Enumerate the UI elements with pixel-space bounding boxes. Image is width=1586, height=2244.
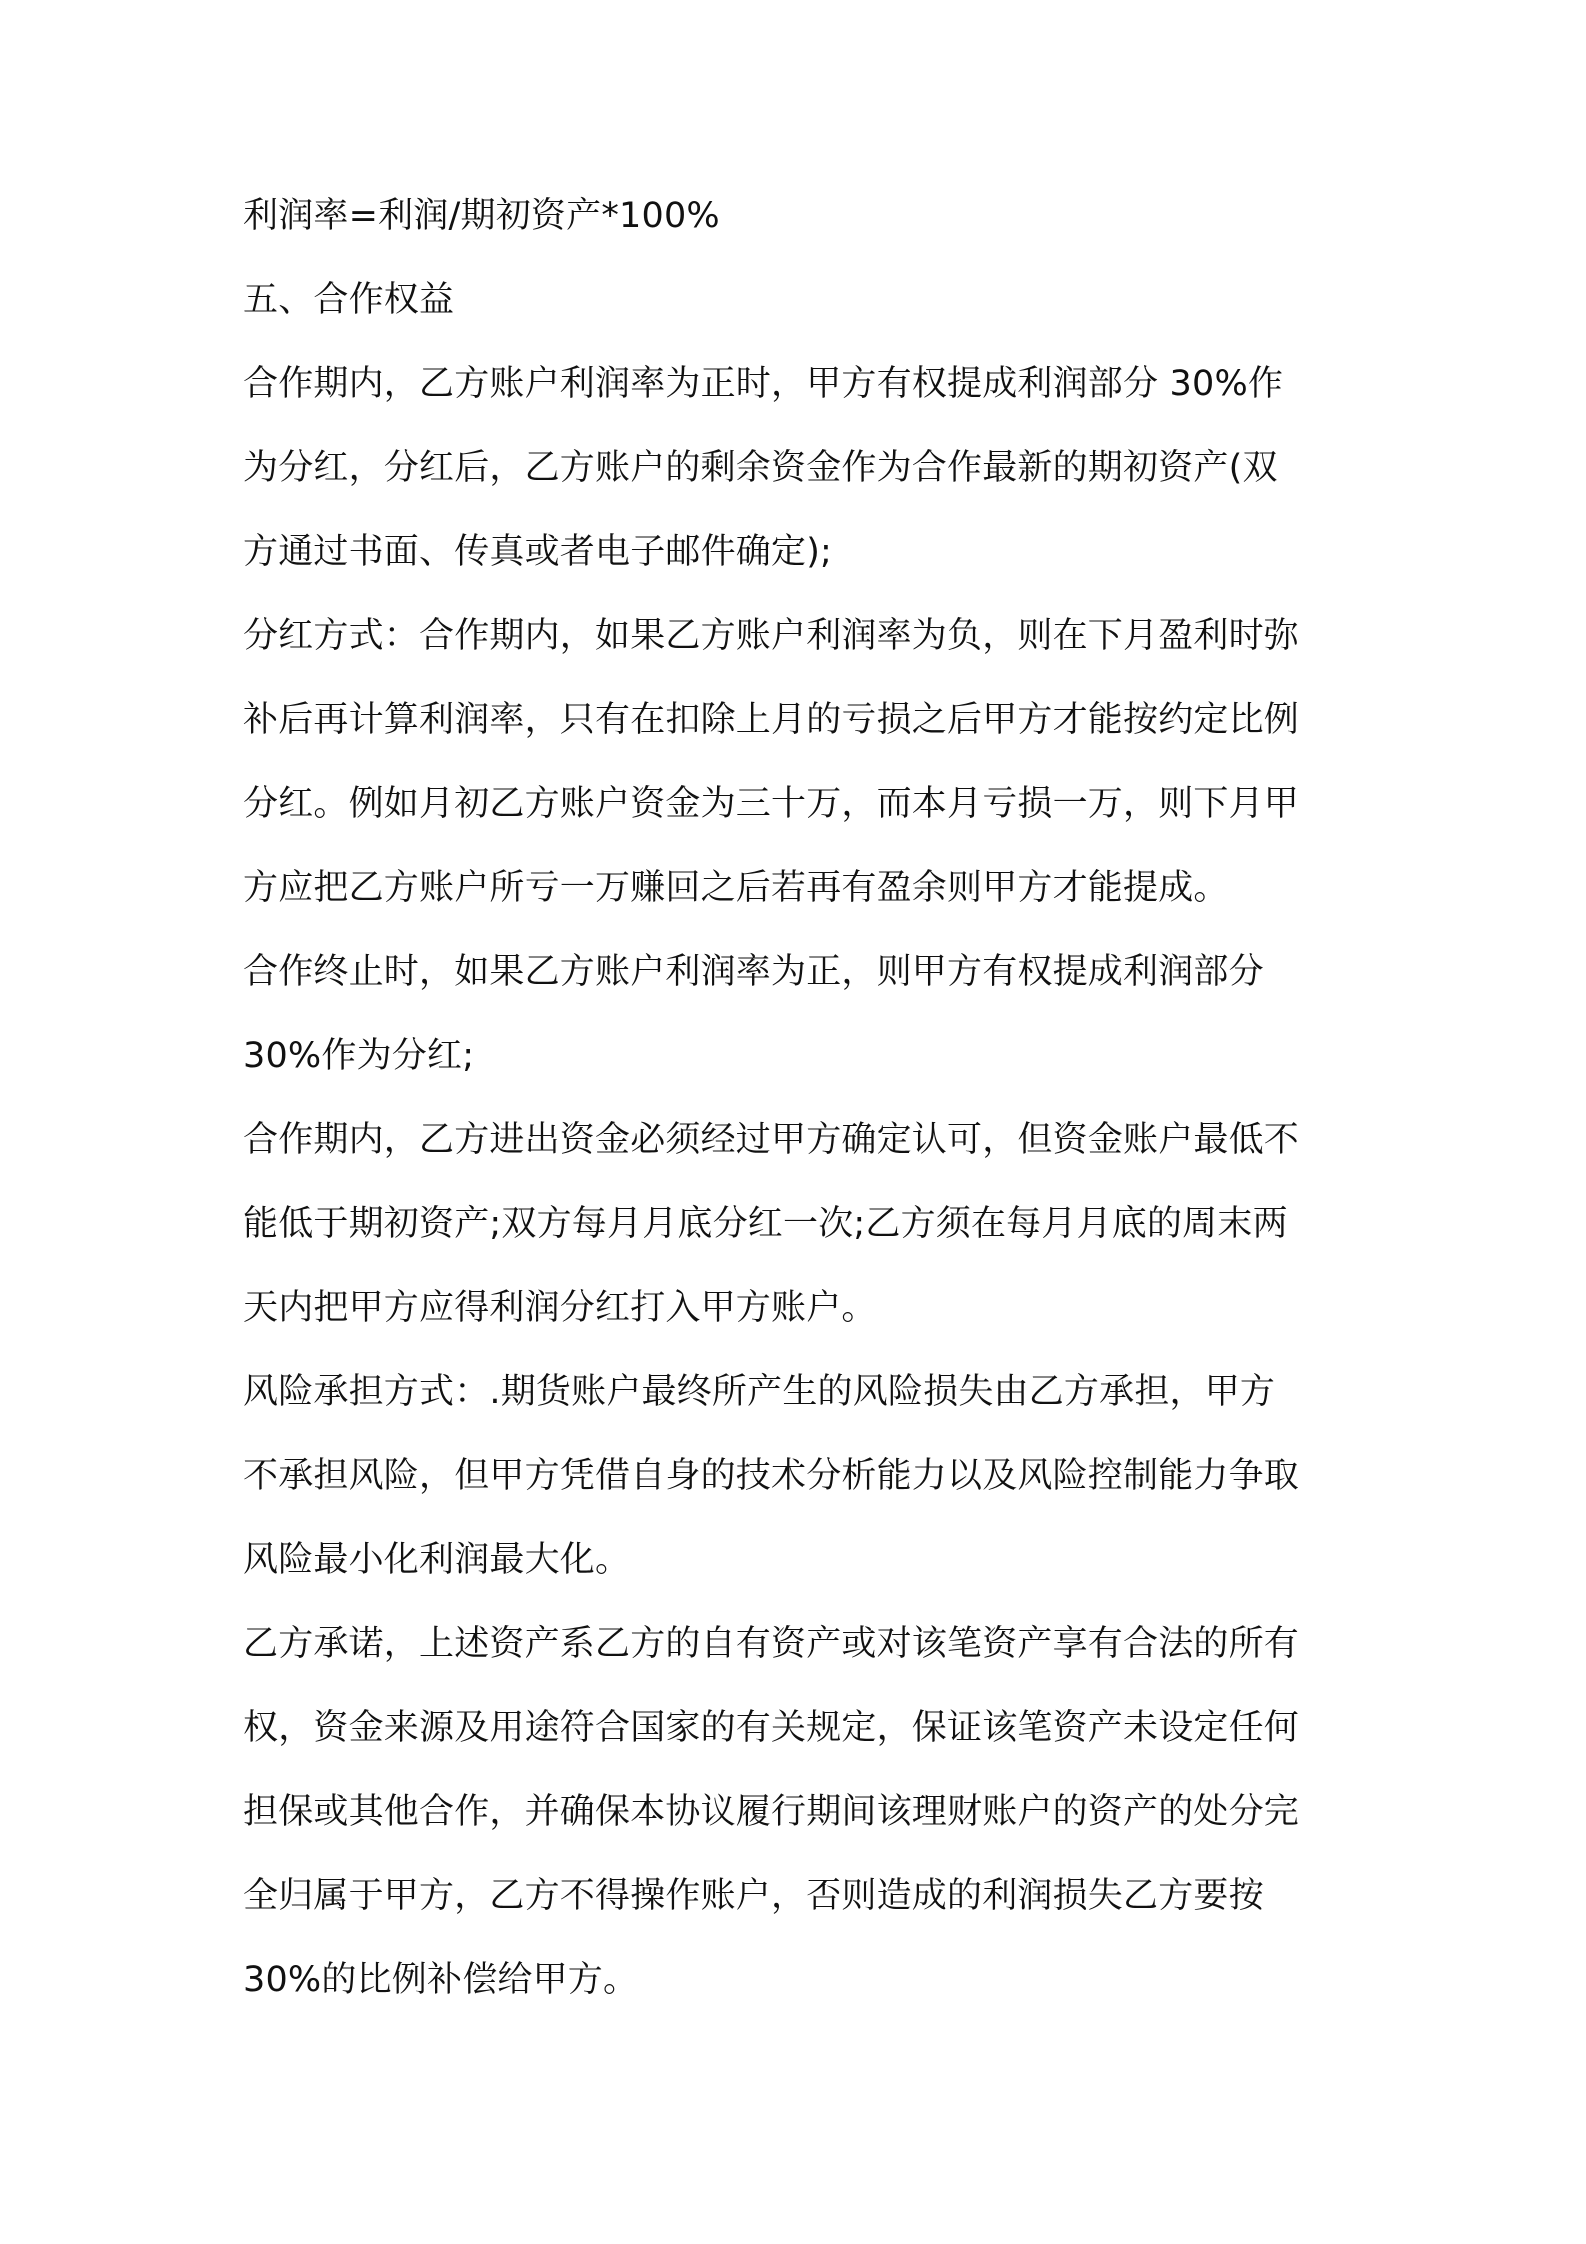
text-line: 风险承担方式：.期货账户最终所产生的风险损失由乙方承担，甲方 bbox=[243, 1372, 1276, 1412]
text-line: 天内把甲方应得利润分红打入甲方账户。 bbox=[243, 1288, 877, 1328]
text-line: 方应把乙方账户所亏一万赚回之后若再有盈余则甲方才能提成。 bbox=[243, 868, 1229, 908]
text-line: 乙方承诺，上述资产系乙方的自有资产或对该笔资产享有合法的所有 bbox=[243, 1624, 1300, 1664]
text-line: 合作期内，乙方进出资金必须经过甲方确定认可，但资金账户最低不 bbox=[243, 1120, 1300, 1160]
text-line: 合作期内，乙方账户利润率为正时，甲方有权提成利润部分 30%作 bbox=[243, 364, 1284, 404]
text-line: 能低于期初资产;双方每月月底分红一次;乙方须在每月月底的周末两 bbox=[243, 1204, 1288, 1244]
text-line: 方通过书面、传真或者电子邮件确定); bbox=[243, 532, 833, 572]
text-line: 全归属于甲方，乙方不得操作账户，否则造成的利润损失乙方要按 bbox=[243, 1876, 1264, 1916]
text-line: 权，资金来源及用途符合国家的有关规定，保证该笔资产未设定任何 bbox=[243, 1708, 1300, 1748]
text-line: 30%作为分红; bbox=[243, 1036, 475, 1076]
text-line: 风险最小化利润最大化。 bbox=[243, 1540, 631, 1580]
text-line: 补后再计算利润率，只有在扣除上月的亏损之后甲方才能按约定比例 bbox=[243, 700, 1300, 740]
text-line: 30%的比例补偿给甲方。 bbox=[243, 1960, 639, 2000]
text-line: 分红方式：合作期内，如果乙方账户利润率为负，则在下月盈利时弥 bbox=[243, 616, 1300, 656]
text-line: 合作终止时，如果乙方账户利润率为正，则甲方有权提成利润部分 bbox=[243, 952, 1264, 992]
text-line: 不承担风险，但甲方凭借自身的技术分析能力以及风险控制能力争取 bbox=[243, 1456, 1300, 1496]
text-line: 为分红，分红后，乙方账户的剩余资金作为合作最新的期初资产(双 bbox=[243, 448, 1278, 488]
section-heading: 五、合作权益 bbox=[243, 280, 455, 320]
text-line: 担保或其他合作，并确保本协议履行期间该理财账户的资产的处分完 bbox=[243, 1792, 1300, 1832]
text-line: 分红。例如月初乙方账户资金为三十万，而本月亏损一万，则下月甲 bbox=[243, 784, 1300, 824]
text-line: 利润率=利润/期初资产*100% bbox=[243, 196, 720, 236]
